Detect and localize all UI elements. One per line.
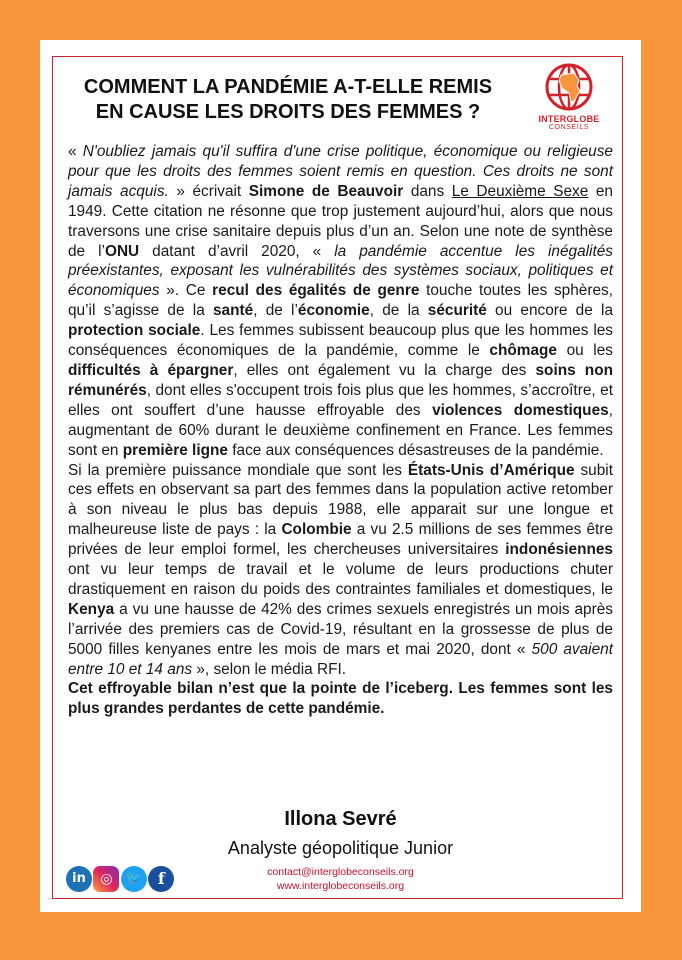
onu-quote: la pandémie accentue les inégalités préexistantes, exposant les vulnérabilités des systèmes sociaux, politiques et économiques — [68, 242, 613, 300]
article-body — [68, 142, 613, 719]
author-name: Illona Sevré — [284, 808, 397, 830]
paragraph-2: Si la première puissance mondiale que sont les États-Unis d’Amérique subit ces effets en observant sa part des femmes dans la population active retomber à son niveau le plus bas depuis 1988, elle apparait sur une longue et malheureuse liste de pays : la Colombie a vu 2.5 millions de ses femmes être privées de leur emploi formel, les chercheuses universitaires indonésiennes ont vu leur temps de travail et le volume de leurs productions chuter drastiquement en raison du poids des contraintes familiales et domestiques, le Kenya a vu une hausse de 42% des crimes sexuels enregistrés un mois après l’arrivée des premiers cas de Covid-19, résultant en la grossesse de plus de 5000 filles kenyanes entre les mois de mars et mai 2020, dont « 500 avaient entre 10 et 14 ans », selon le média RFI. — [68, 461, 613, 678]
globe-africa-logo-icon — [544, 62, 594, 112]
facebook-icon[interactable]: f — [148, 866, 174, 892]
beauvoir-quote: N'oubliez jamais qu'il suffira d'une crise politique, économique ou religieuse pour que les droits des femmes soient remis en question. Ces droits ne sont jamais acquis. — [68, 143, 613, 200]
logo-name: INTERGLOBE — [538, 114, 600, 124]
article-title — [58, 75, 518, 125]
document-page — [40, 40, 641, 912]
logo-subtitle: CONSEILS — [548, 124, 590, 131]
book-title-link[interactable]: Le Deuxième Sexe — [451, 182, 589, 200]
author-role: Analyste géopolitique Junior — [227, 838, 454, 858]
title-line-1: COMMENT LA PANDÉMIE A-T-ELLE REMIS — [83, 76, 493, 98]
twitter-icon[interactable]: 🐦 — [121, 866, 147, 892]
instagram-icon[interactable]: ◎ — [93, 866, 119, 892]
rfi-quote: 500 avaient entre 10 et 14 ans — [68, 640, 613, 678]
conclusion: Cet effroyable bilan n’est que la pointe de l’iceberg. Les femmes sont les plus grandes perdantes de cette pandémie. — [68, 680, 613, 718]
interglobe-logo — [526, 62, 612, 152]
title-line-2: EN CAUSE LES DROITS DES FEMMES ? — [95, 101, 481, 123]
paragraph-1: « N'oubliez jamais qu'il suffira d'une crise politique, économique ou religieuse pour que les droits des femmes soient remis en question. Ces droits ne sont jamais acquis. » écrivait Simone de Beauvoir dans Le Deuxième Sexe en 1949. Cette citation ne résonne que trop justement aujourd’hui, alors que nous traversons une crise sanitaire depuis plus d’un an. Selon une note de synthèse de l’ONU datant d’avril 2020, « la pandémie accentue les inégalités préexistantes, exposant les vulnérabilités des systèmes sociaux, politiques et économiques ». Ce recul des égalités de genre touche toutes les sphères, qu’il s’agisse de la santé, de l’économie, de la sécurité ou encore de la protection sociale. Les femmes subissent beaucoup plus que les hommes les conséquences économiques de la pandémie, comme le chômage ou les difficultés à épargner, elles ont également vu la charge des soins non rémunérés, dont elles s'occupent trois fois plus que les hommes, s’accroître, et elles ont souffert d’une hausse effroyable des violences domestiques, augmentant de 60% durant le deuxième confinement en France. Les femmes sont en première ligne face aux conséquences désastreuses de la pandémie. — [68, 143, 614, 459]
contact-email-link[interactable]: contact@interglobeconseils.org — [267, 866, 414, 878]
simone-de-beauvoir: Simone de Beauvoir — [248, 182, 404, 200]
linkedin-icon[interactable]: in — [66, 866, 92, 892]
website-link[interactable]: www.interglobeconseils.org — [276, 880, 405, 892]
